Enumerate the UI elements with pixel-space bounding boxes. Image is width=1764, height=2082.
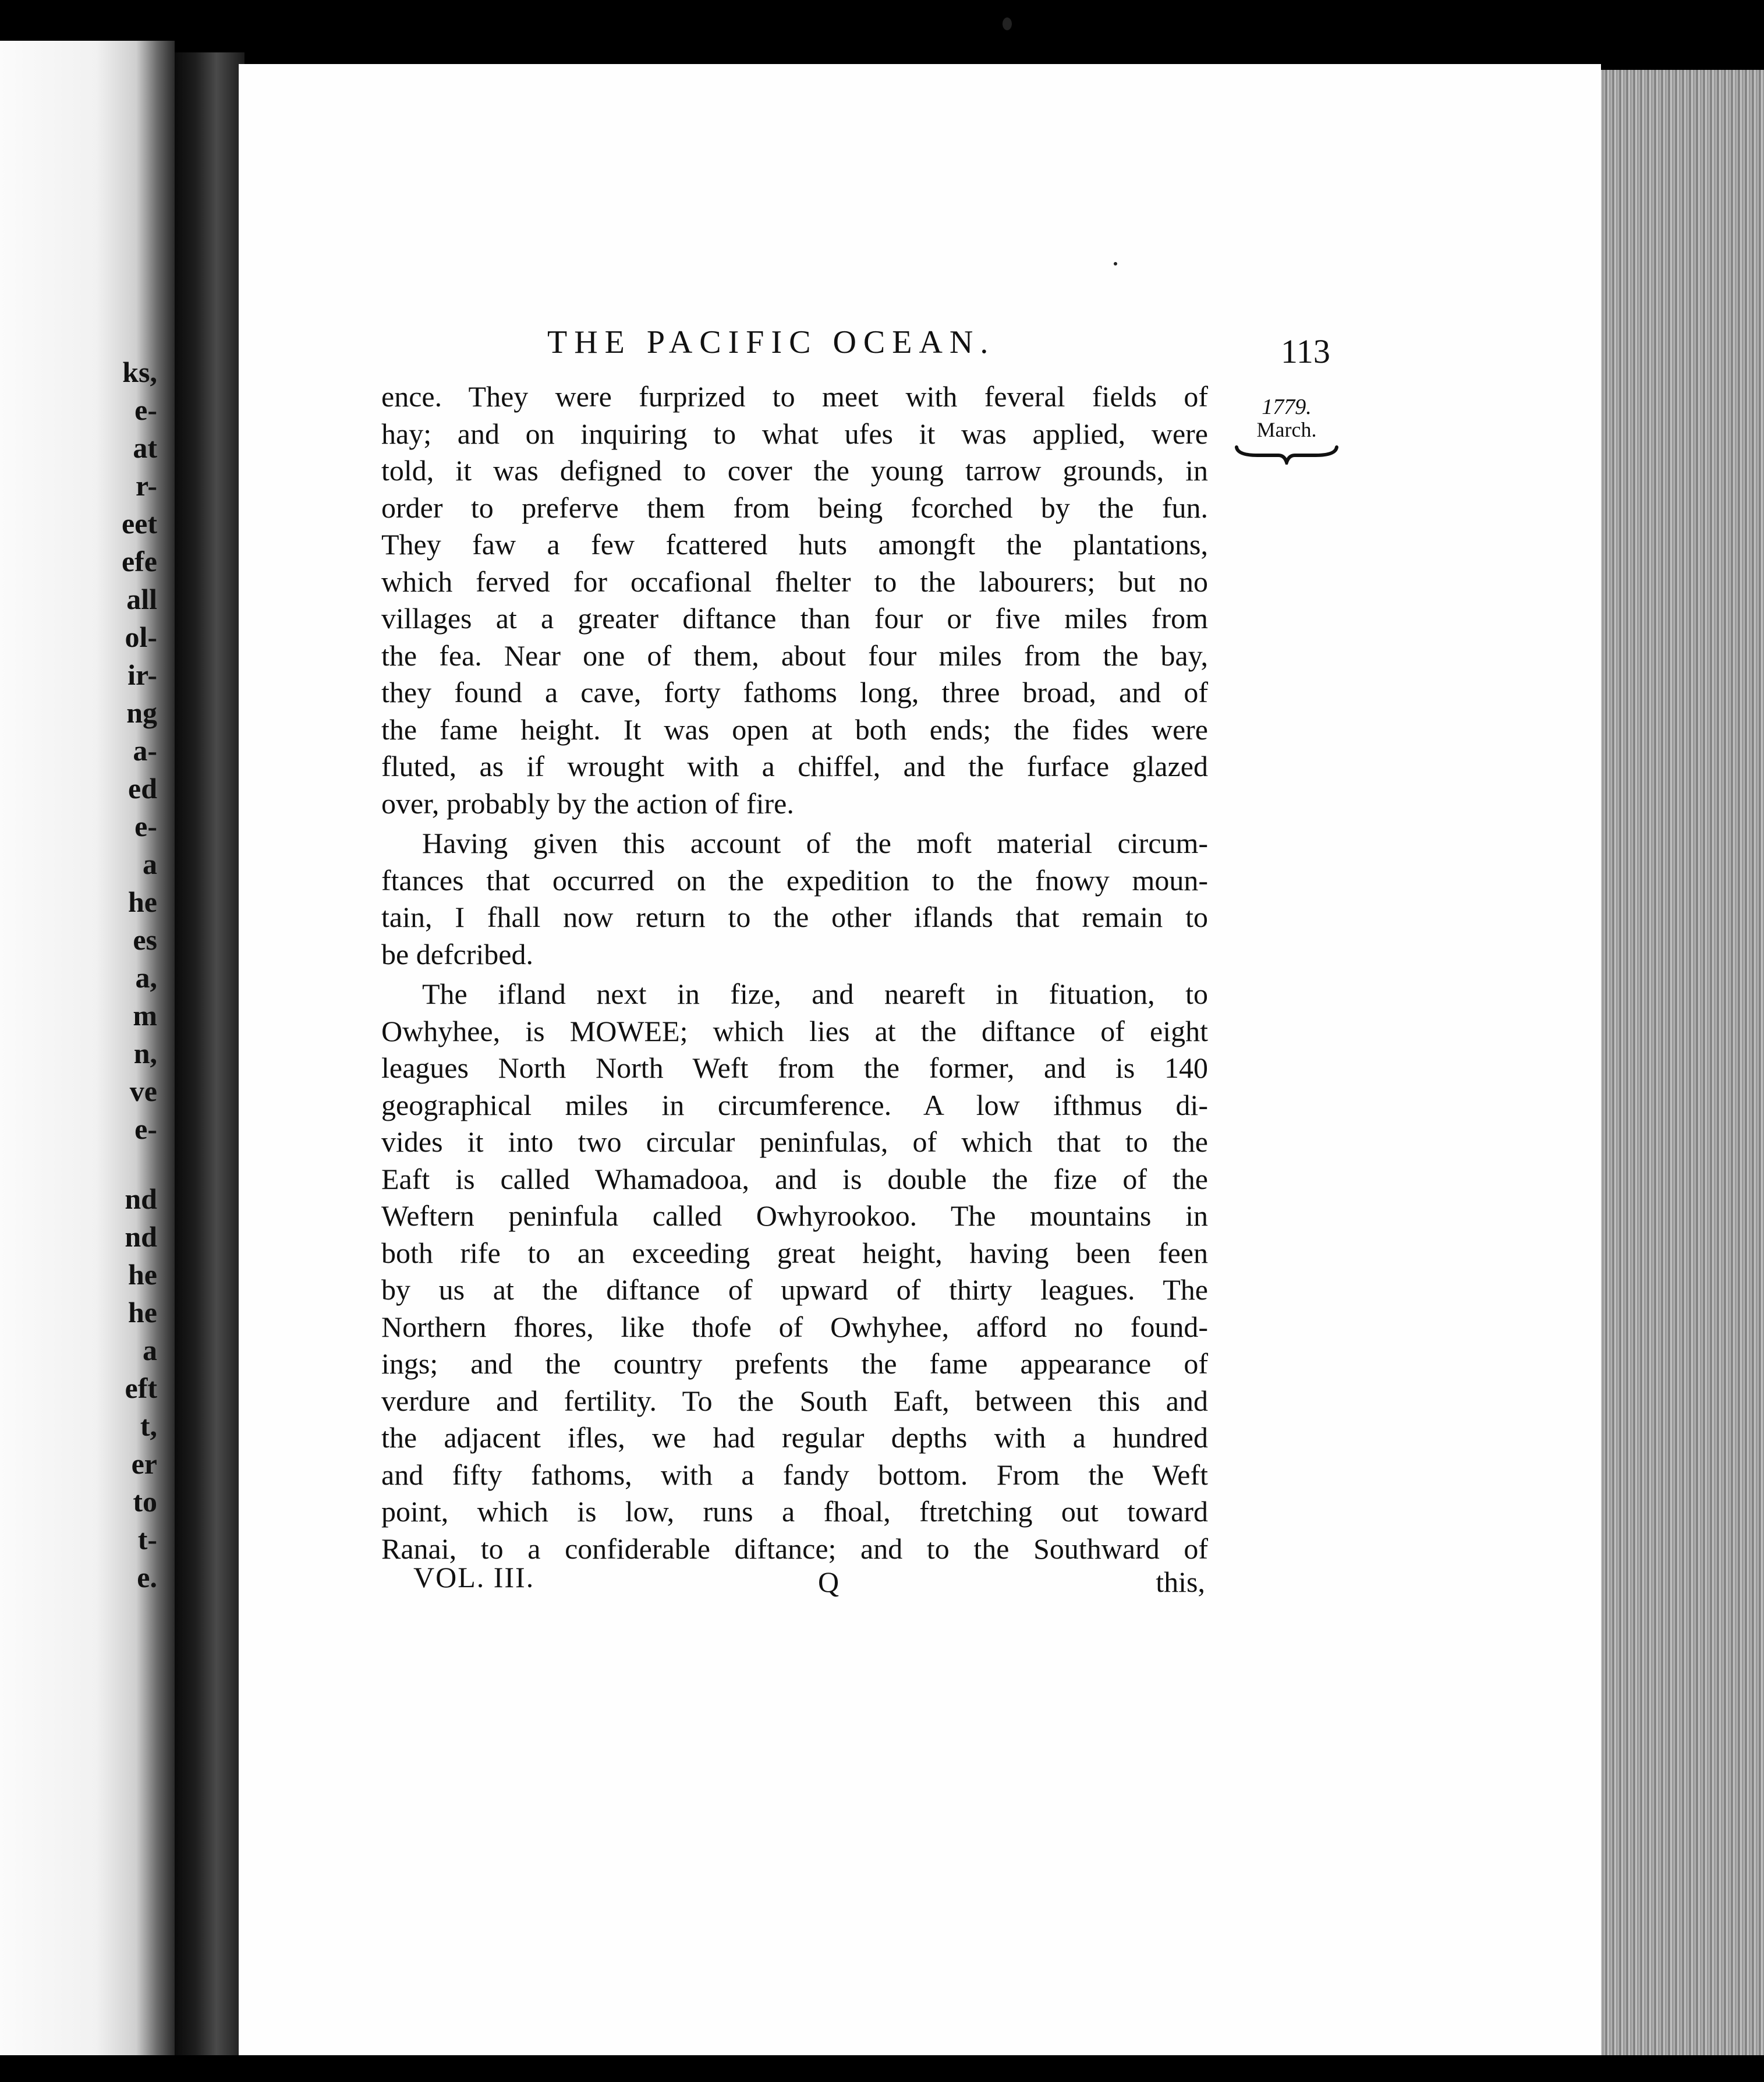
catchword: this, (1156, 1566, 1205, 1598)
left-fragment: e- (134, 394, 157, 426)
left-fragment: at (133, 431, 157, 464)
text-line: leagues North North Weft from the former, and is 140 (381, 1051, 1208, 1084)
body-text (381, 378, 1208, 1567)
text-line: verdure and fertility. To the South Eaft, between this and (381, 1384, 1208, 1417)
text-line: which ferved for occafional fhelter to the labourers; but no (381, 565, 1208, 598)
text-line: hay; and on inquiring to what ufes it was applied, were (381, 417, 1208, 450)
text-line: over, probably by the action of fire. (381, 787, 794, 820)
left-facing-page (0, 41, 175, 2055)
left-fragment: eft (125, 1372, 157, 1404)
margin-year: 1779. (1262, 395, 1312, 419)
text-line: the fame height. It was open at both ends; the fides were (381, 713, 1208, 746)
left-fragment: ng (126, 696, 157, 729)
text-line: and fifty fathoms, with a fandy bottom. From the Weft (381, 1458, 1208, 1491)
text-line: ence. They were furprized to meet with feveral fields of (381, 380, 1208, 413)
scan-speck (1114, 262, 1117, 265)
text-line: ings; and the country prefents the fame appearance of (381, 1347, 1208, 1380)
left-fragment: a- (133, 734, 157, 767)
left-fragment: he (128, 1296, 157, 1329)
text-line: villages at a greater diftance than four or five miles from (381, 602, 1208, 635)
left-fragment: t, (140, 1410, 157, 1442)
text-line: The ifland next in fize, and neareft in fituation, to (422, 978, 1208, 1010)
left-fragment: nd (125, 1220, 157, 1253)
page-number: 113 (1281, 332, 1330, 370)
left-fragment: a (143, 1334, 157, 1366)
text-line: the adjacent ifles, we had regular depths with a hundred (381, 1421, 1208, 1454)
left-fragment: eet (121, 507, 157, 540)
left-fragment: ed (128, 772, 157, 805)
left-fragment: all (126, 583, 157, 615)
text-line: point, which is low, runs a fhoal, ftretching out toward (381, 1495, 1208, 1528)
margin-month: March. (1256, 418, 1317, 441)
scan-speck (1003, 17, 1012, 30)
left-fragment: a (143, 848, 157, 880)
text-line: vides it into two circular peninfulas, of which that to the (381, 1125, 1208, 1158)
text-line: Having given this account of the moft material circum- (422, 827, 1208, 859)
page-footer (413, 1560, 1205, 1601)
left-fragment: a, (135, 961, 157, 994)
volume-label: VOL. III. (413, 1561, 535, 1594)
book-gutter-shadow (175, 52, 245, 2055)
left-fragment: r- (136, 469, 157, 502)
margin-note (1234, 396, 1339, 465)
text-line: geographical miles in circumference. A low ifthmus di- (381, 1088, 1208, 1121)
left-fragment: ir- (127, 658, 157, 691)
left-fragment: efe (121, 545, 157, 578)
left-fragment: to (133, 1485, 157, 1518)
running-head: THE PACIFIC OCEAN. (547, 324, 996, 360)
left-fragment: he (128, 1258, 157, 1291)
text-line: told, it was defigned to cover the young tarrow grounds, in (381, 454, 1208, 487)
left-fragment: e- (134, 1113, 157, 1145)
signature-mark: Q (818, 1566, 840, 1598)
text-line: Owhyhee, is MOWEE; which lies at the diftance of eight (381, 1014, 1208, 1047)
left-fragment: t- (137, 1523, 157, 1556)
text-line: by us at the diftance of upward of thirty leagues. The (381, 1273, 1208, 1306)
left-fragment: he (128, 886, 157, 918)
left-fragment: ol- (125, 621, 157, 653)
text-line: Ranai, to a confiderable diftance; and to the Southward of (381, 1532, 1208, 1565)
text-line: They faw a few fcattered huts amongft the plantations, (381, 528, 1208, 561)
left-fragment: n, (133, 1037, 157, 1070)
left-fragment: ve (129, 1075, 157, 1107)
left-fragment: m (133, 999, 157, 1032)
text-line: be defcribed. (381, 937, 533, 971)
text-line: fluted, as if wrought with a chiffel, and the furface glazed (381, 750, 1208, 782)
text-line: Eaft is called Whamadooa, and is double the fize of the (381, 1162, 1208, 1195)
text-line: they found a cave, forty fathoms long, three broad, and of (381, 676, 1208, 709)
left-fragment: e. (137, 1561, 157, 1594)
text-line: order to preferve them from being fcorched by the fun. (381, 491, 1208, 524)
text-line: both rife to an exceeding great height, having been feen (381, 1236, 1208, 1269)
left-fragment: es (133, 923, 157, 956)
left-fragment: e- (134, 810, 157, 842)
text-line: Weftern peninfula called Owhyrookoo. The mountains in (381, 1199, 1208, 1232)
curly-brace-icon (1234, 444, 1339, 465)
page-edges (1601, 70, 1764, 2055)
text-line: tain, I fhall now return to the other iflands that remain to (381, 901, 1208, 933)
left-fragment: nd (125, 1182, 157, 1215)
text-line: the fea. Near one of them, about four miles from the bay, (381, 639, 1208, 672)
left-fragment: er (131, 1447, 157, 1480)
text-line: ftances that occurred on the expedition to the fnowy moun- (381, 863, 1208, 897)
left-fragment: ks, (122, 356, 157, 388)
text-line: Northern fhores, like thofe of Owhyhee, afford no found- (381, 1310, 1208, 1343)
